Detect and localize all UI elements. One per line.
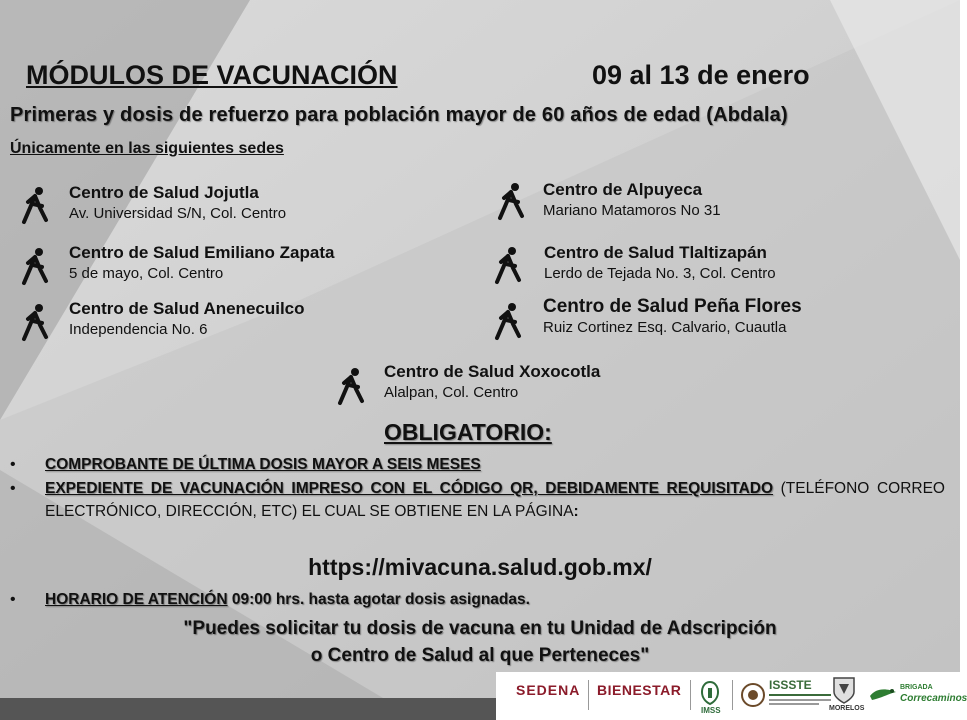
bullet: • [10, 456, 16, 473]
schedule-text: 09:00 hrs. hasta agotar dosis asignadas. [227, 591, 530, 608]
site-card [384, 361, 600, 403]
site-card [544, 242, 776, 284]
bullet: • [10, 591, 16, 608]
requirement-text-bold: EXPEDIENTE DE VACUNACIÓN IMPRESO CON EL CÓDIGO QR, DEBIDAMENTE REQUISITADO [45, 480, 774, 497]
site-address: Ruiz Cortinez Esq. Calvario, Cuautla [543, 319, 787, 336]
walking-person-icon [20, 303, 50, 341]
site-address: Alalpan, Col. Centro [384, 384, 519, 401]
site-address: Mariano Matamoros No 31 [543, 202, 721, 219]
site-name: Centro de Salud Peña Flores [543, 296, 802, 317]
divider [690, 680, 691, 710]
morelos-label: MORELOS [829, 705, 865, 712]
walking-person-icon [336, 367, 366, 405]
footer-logos [496, 672, 967, 720]
bullet: • [10, 480, 16, 497]
issste-subtext-line [769, 699, 831, 701]
bienestar-logo: BIENESTAR [597, 682, 682, 698]
site-address: 5 de mayo, Col. Centro [69, 265, 224, 282]
site-name: Centro de Alpuyeca [543, 180, 703, 199]
divider [588, 680, 589, 710]
sedena-logo: SEDENA [516, 682, 581, 698]
divider [732, 680, 733, 710]
requirements-heading: OBLIGATORIO: [384, 419, 552, 445]
walking-person-icon [20, 247, 50, 285]
site-card [543, 179, 721, 221]
brigada-label: BRIGADA [900, 684, 933, 691]
page-title: MÓDULOS DE VACUNACIÓN [26, 60, 398, 90]
site-name: Centro de Salud Emiliano Zapata [69, 243, 335, 262]
walking-person-icon [496, 182, 526, 220]
roadrunner-icon [868, 684, 898, 702]
requirement-text: (TELÉFONO CORREO ELECTRÓNICO, DIRECCIÓN, ETC) EL CUAL SE OBTIENE EN LA PÁGINA [45, 480, 945, 520]
site-card [69, 242, 334, 284]
site-address: Lerdo de Tejada No. 3, Col. Centro [544, 265, 776, 282]
issste-emblem-icon [740, 680, 766, 710]
walking-person-icon [493, 246, 523, 284]
site-name: Centro de Salud Anenecuilco [69, 299, 305, 318]
imss-icon [699, 680, 721, 706]
site-name: Centro de Salud Xoxocotla [384, 362, 601, 381]
requirement-item [10, 453, 950, 476]
issste-underline [769, 694, 831, 696]
vaccine-url: https://mivacuna.salud.gob.mx/ [308, 554, 652, 580]
walking-person-icon [20, 186, 50, 224]
subtitle: Primeras y dosis de refuerzo para población mayor de 60 años de edad (Abdala) [10, 104, 788, 126]
site-address: Independencia No. 6 [69, 321, 208, 338]
date-range: 09 al 13 de enero [592, 60, 810, 90]
requirement-text: COMPROBANTE DE ÚLTIMA DOSIS MAYOR A SEIS MESES [45, 456, 481, 473]
site-card [69, 298, 305, 340]
closing-line-2: o Centro de Salud al que Perteneces" [310, 645, 650, 666]
site-name: Centro de Salud Tlaltizapán [544, 243, 767, 262]
issste-subtext-line [769, 703, 819, 705]
colon: : [573, 503, 579, 520]
requirement-item [10, 588, 950, 611]
requirement-item [10, 477, 945, 523]
correcaminos-label: Correcaminos [900, 693, 967, 704]
site-name: Centro de Salud Jojutla [69, 183, 259, 202]
sites-intro: Únicamente en las siguientes sedes [10, 140, 284, 157]
site-address: Av. Universidad S/N, Col. Centro [69, 205, 287, 222]
issste-logo: ISSSTE [769, 678, 812, 692]
site-card [543, 296, 802, 338]
imss-label: IMSS [701, 706, 721, 715]
morelos-shield-icon [832, 676, 856, 704]
site-card [69, 182, 286, 224]
schedule-label: HORARIO DE ATENCIÓN [45, 591, 228, 608]
closing-line-1: "Puedes solicitar tu dosis de vacuna en tu Unidad de Adscripción [183, 618, 777, 639]
walking-person-icon [493, 302, 523, 340]
